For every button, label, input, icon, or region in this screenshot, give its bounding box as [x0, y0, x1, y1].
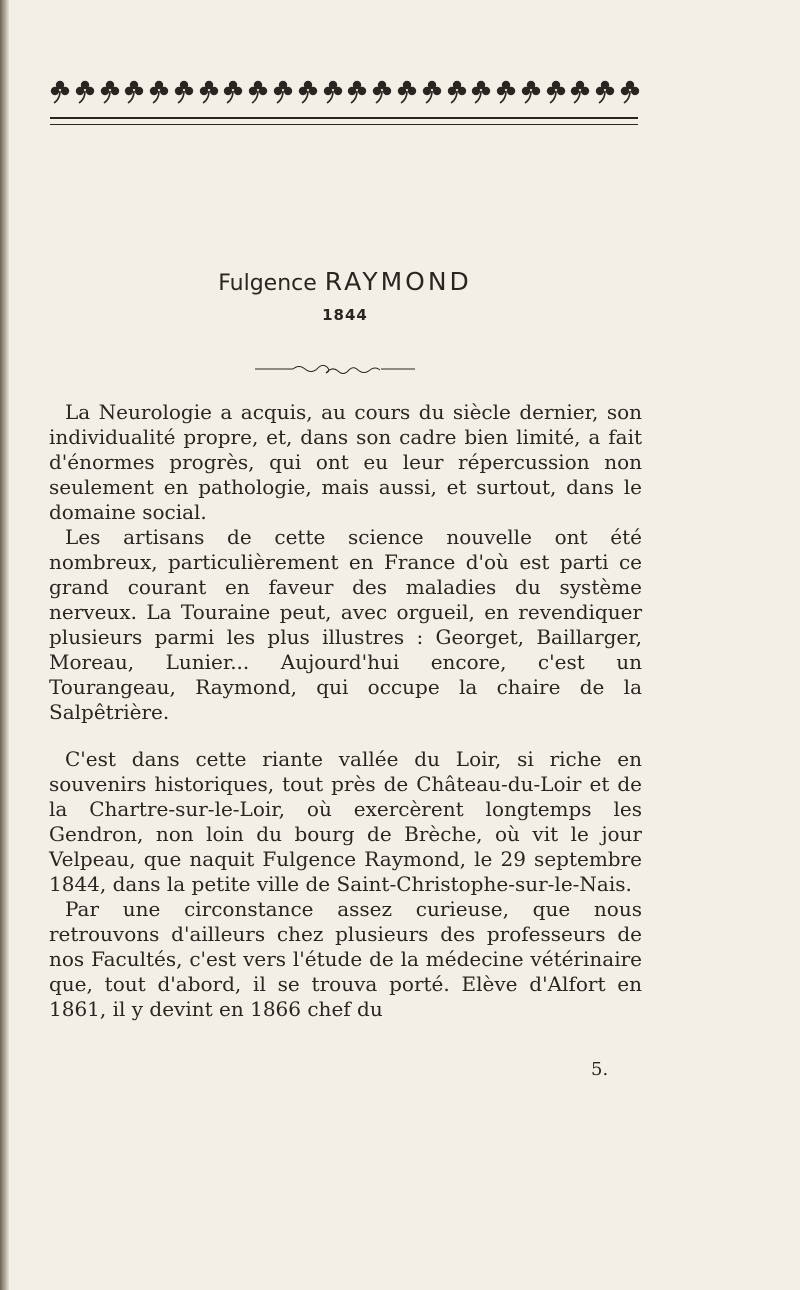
clover-ornament-icon: [546, 79, 566, 105]
clover-ornament-icon: [347, 79, 367, 105]
ornamental-border: [50, 72, 640, 112]
body-text: [49, 400, 642, 1022]
clover-ornament-icon: [273, 79, 293, 105]
clover-ornament-icon: [471, 79, 491, 105]
decorative-divider: [255, 360, 415, 376]
clover-ornament-icon: [298, 79, 318, 105]
paragraph-4: Par une circonstance assez curieuse, que nous retrouvons d'ailleurs chez plusieurs des professeurs de nos Facultés, c'est vers l'étude de la médecine vétérinaire que, tout d'abord, il se trouva porté. Elève d'Alfort en 1861, il y devint en 1866 chef du: [49, 897, 642, 1021]
clover-ornament-icon: [447, 79, 467, 105]
clover-ornament-icon: [248, 79, 268, 105]
clover-ornament-icon: [100, 79, 120, 105]
clover-ornament-icon: [199, 79, 219, 105]
clover-ornament-icon: [223, 79, 243, 105]
paragraph-1: La Neurologie a acquis, au cours du siècle dernier, son individualité propre, et, dans son cadre bien limité, a fait d'énormes progrès, qui ont eu leur répercussion non seulement en pathologie, mais aussi, et surtout, dans le domaine social.: [49, 400, 642, 524]
title-year: 1844: [322, 306, 368, 324]
clover-ornament-icon: [422, 79, 442, 105]
clover-ornament-icon: [521, 79, 541, 105]
clover-ornament-icon: [50, 79, 70, 105]
chapter-title: [0, 266, 690, 300]
clover-ornament-icon: [149, 79, 169, 105]
double-rule: [50, 117, 638, 125]
page-number: 5.: [591, 1059, 609, 1080]
clover-ornament-icon: [595, 79, 615, 105]
paragraph-3: C'est dans cette riante vallée du Loir, si riche en souvenirs historiques, tout près de Château-du-Loir et de la Chartre-sur-le-Loir, où exercèrent longtemps les Gendron, non loin du bourg de Brèche, où vit le jour Velpeau, que naquit Fulgence Raymond, le 29 septembre 1844, dans la petite ville de Saint-Christophe-sur-le-Nais.: [49, 747, 642, 896]
title-last-name: RAYMOND: [324, 267, 472, 296]
title-first-name: Fulgence: [218, 271, 317, 296]
clover-ornament-icon: [397, 79, 417, 105]
clover-ornament-icon: [620, 79, 640, 105]
paragraph-2: Les artisans de cette science nouvelle ont été nombreux, particulièrement en France d'où est parti ce grand courant en faveur des maladies du système nerveux. La Touraine peut, avec orgueil, en revendiquer plusieurs parmi les plus illustres : Georget, Baillarger, Moreau, Lunier... Aujourd'hui encore, c'est un Tourangeau, Raymond, qui occupe la chaire de la Salpêtrière.: [49, 525, 642, 724]
clover-ornament-icon: [174, 79, 194, 105]
clover-ornament-icon: [75, 79, 95, 105]
book-spine-edge: [0, 0, 9, 1290]
clover-ornament-icon: [323, 79, 343, 105]
clover-ornament-icon: [570, 79, 590, 105]
clover-ornament-icon: [124, 79, 144, 105]
clover-ornament-icon: [372, 79, 392, 105]
clover-ornament-icon: [496, 79, 516, 105]
